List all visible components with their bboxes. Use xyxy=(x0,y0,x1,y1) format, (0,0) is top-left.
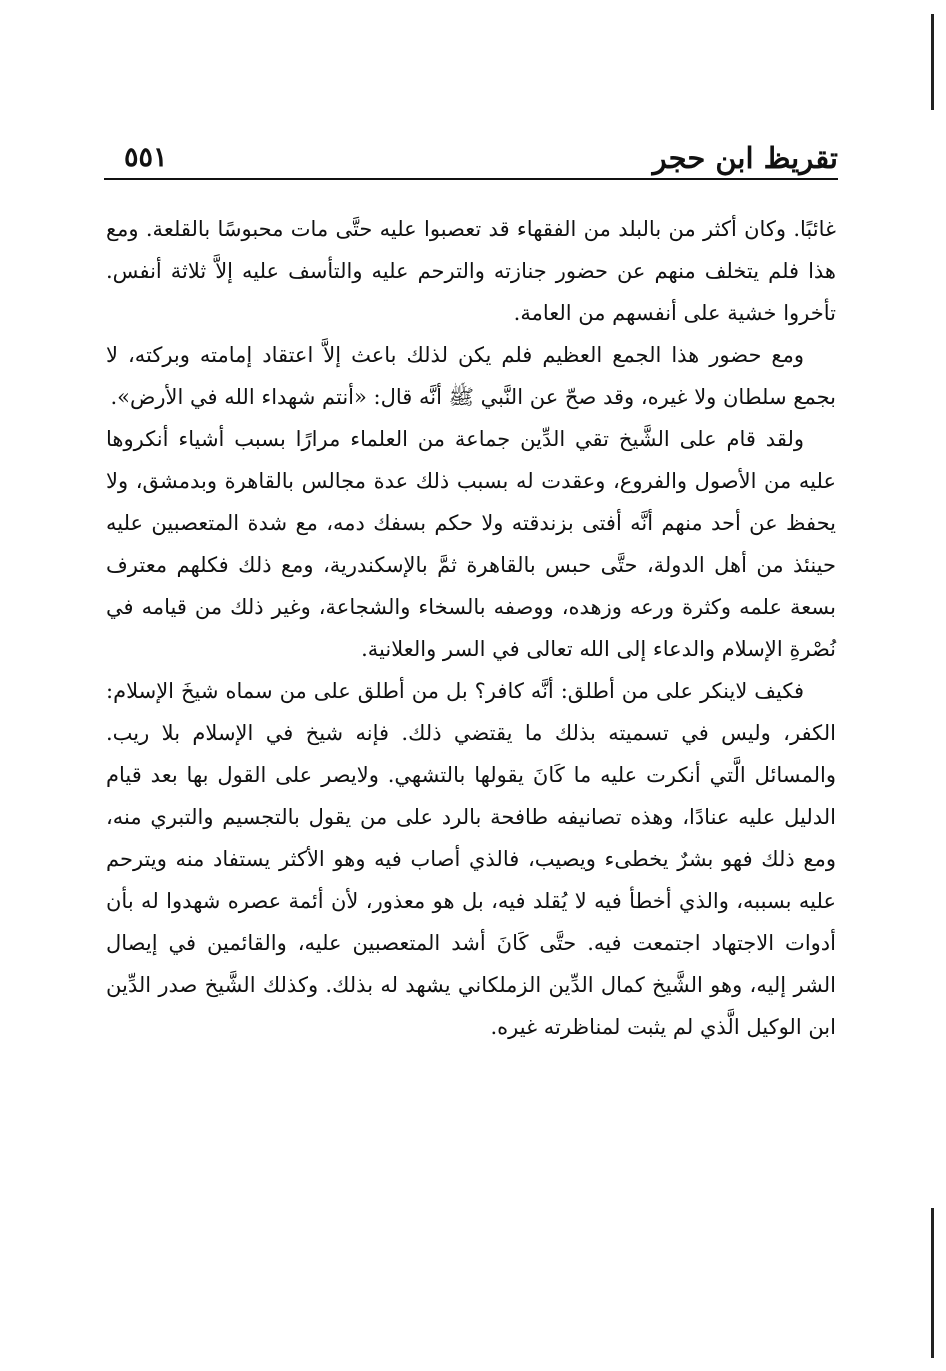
scan-edge-mark xyxy=(931,1208,934,1358)
running-header xyxy=(104,138,838,180)
paragraph: فكيف لاينكر على من أطلق: أنَّه كافر؟ بل من أطلق على من سماه شيخَ الإسلام: الكفر، وليس في تسميته بذلك ما يقتضي ذلك. فإنه شيخ في الإسلام بلا ريب. والمسائل الَّتي أنكرت عليه ما كَانَ يقولها بالتشهي. ولايصر على القول بها بعد قيام الدليل عليه عنادًا، وهذه تصانيفه طافحة بالرد على من يقول بالتجسيم والتبري منه، ومع ذلك فهو بشرٌ يخطىء ويصيب، فالذي أصاب فيه وهو الأكثر يستفاد منه ويترحم عليه بسببه، والذي أخطأ فيه لا يُقلد فيه، بل هو معذور، لأن أئمة عصره شهدوا له بأن أدوات الاجتهاد اجتمعت فيه. حتَّى كَانَ أشد المتعصبين عليه، والقائمين في إيصال الشر إليه، وهو الشَّيخ كمال الدِّين الزملكاني يشهد له بذلك. وكذلك الشَّيخ صدر الدِّين ابن الوكيل الَّذي لم يثبت لمناظرته غيره. xyxy=(106,679,836,1039)
paragraph: ومع حضور هذا الجمع العظيم فلم يكن لذلك باعث إلاَّ اعتقاد إمامته وبركته، لا بجمع سلطان ولا غيره، وقد صحّ عن النَّبي ﷺ أنَّه قال: «أنتم شهداء الله في الأرض». xyxy=(106,343,836,409)
main-text xyxy=(106,208,836,1048)
scan-edge-mark xyxy=(931,14,934,110)
paragraph: ولقد قام على الشَّيخ تقي الدِّين جماعة من العلماء مرارًا بسبب أشياء أنكروها عليه من الأصول والفروع، وعقدت له بسبب ذلك عدة مجالس بالقاهرة وبدمشق، ولا يحفظ عن أحد منهم أنَّه أفتى بزندقته ولا حكم بسفك دمه، مع شدة المتعصبين عليه حينئذ من أهل الدولة، حتَّى حبس بالقاهرة ثمَّ بالإسكندرية، ومع ذلك فكلهم معترف بسعة علمه وكثرة ورعه وزهده، ووصفه بالسخاء والشجاعة، وغير ذلك من قيامه في نُصْرةِ الإسلام والدعاء إلى الله تعالى في السر والعلانية. xyxy=(106,427,836,661)
page-number: ٥٥١ xyxy=(124,142,168,173)
running-title: تقريظ ابن حجر xyxy=(652,141,838,175)
paragraph: غائبًا. وكان أكثر من بالبلد من الفقهاء قد تعصبوا عليه حتَّى مات محبوسًا بالقلعة. ومع هذا فلم يتخلف منهم عن حضور جنازته والترحم عليه والتأسف عليه إلاَّ ثلاثة أنفس. تأخروا خشية على أنفسهم من العامة. xyxy=(106,217,836,325)
